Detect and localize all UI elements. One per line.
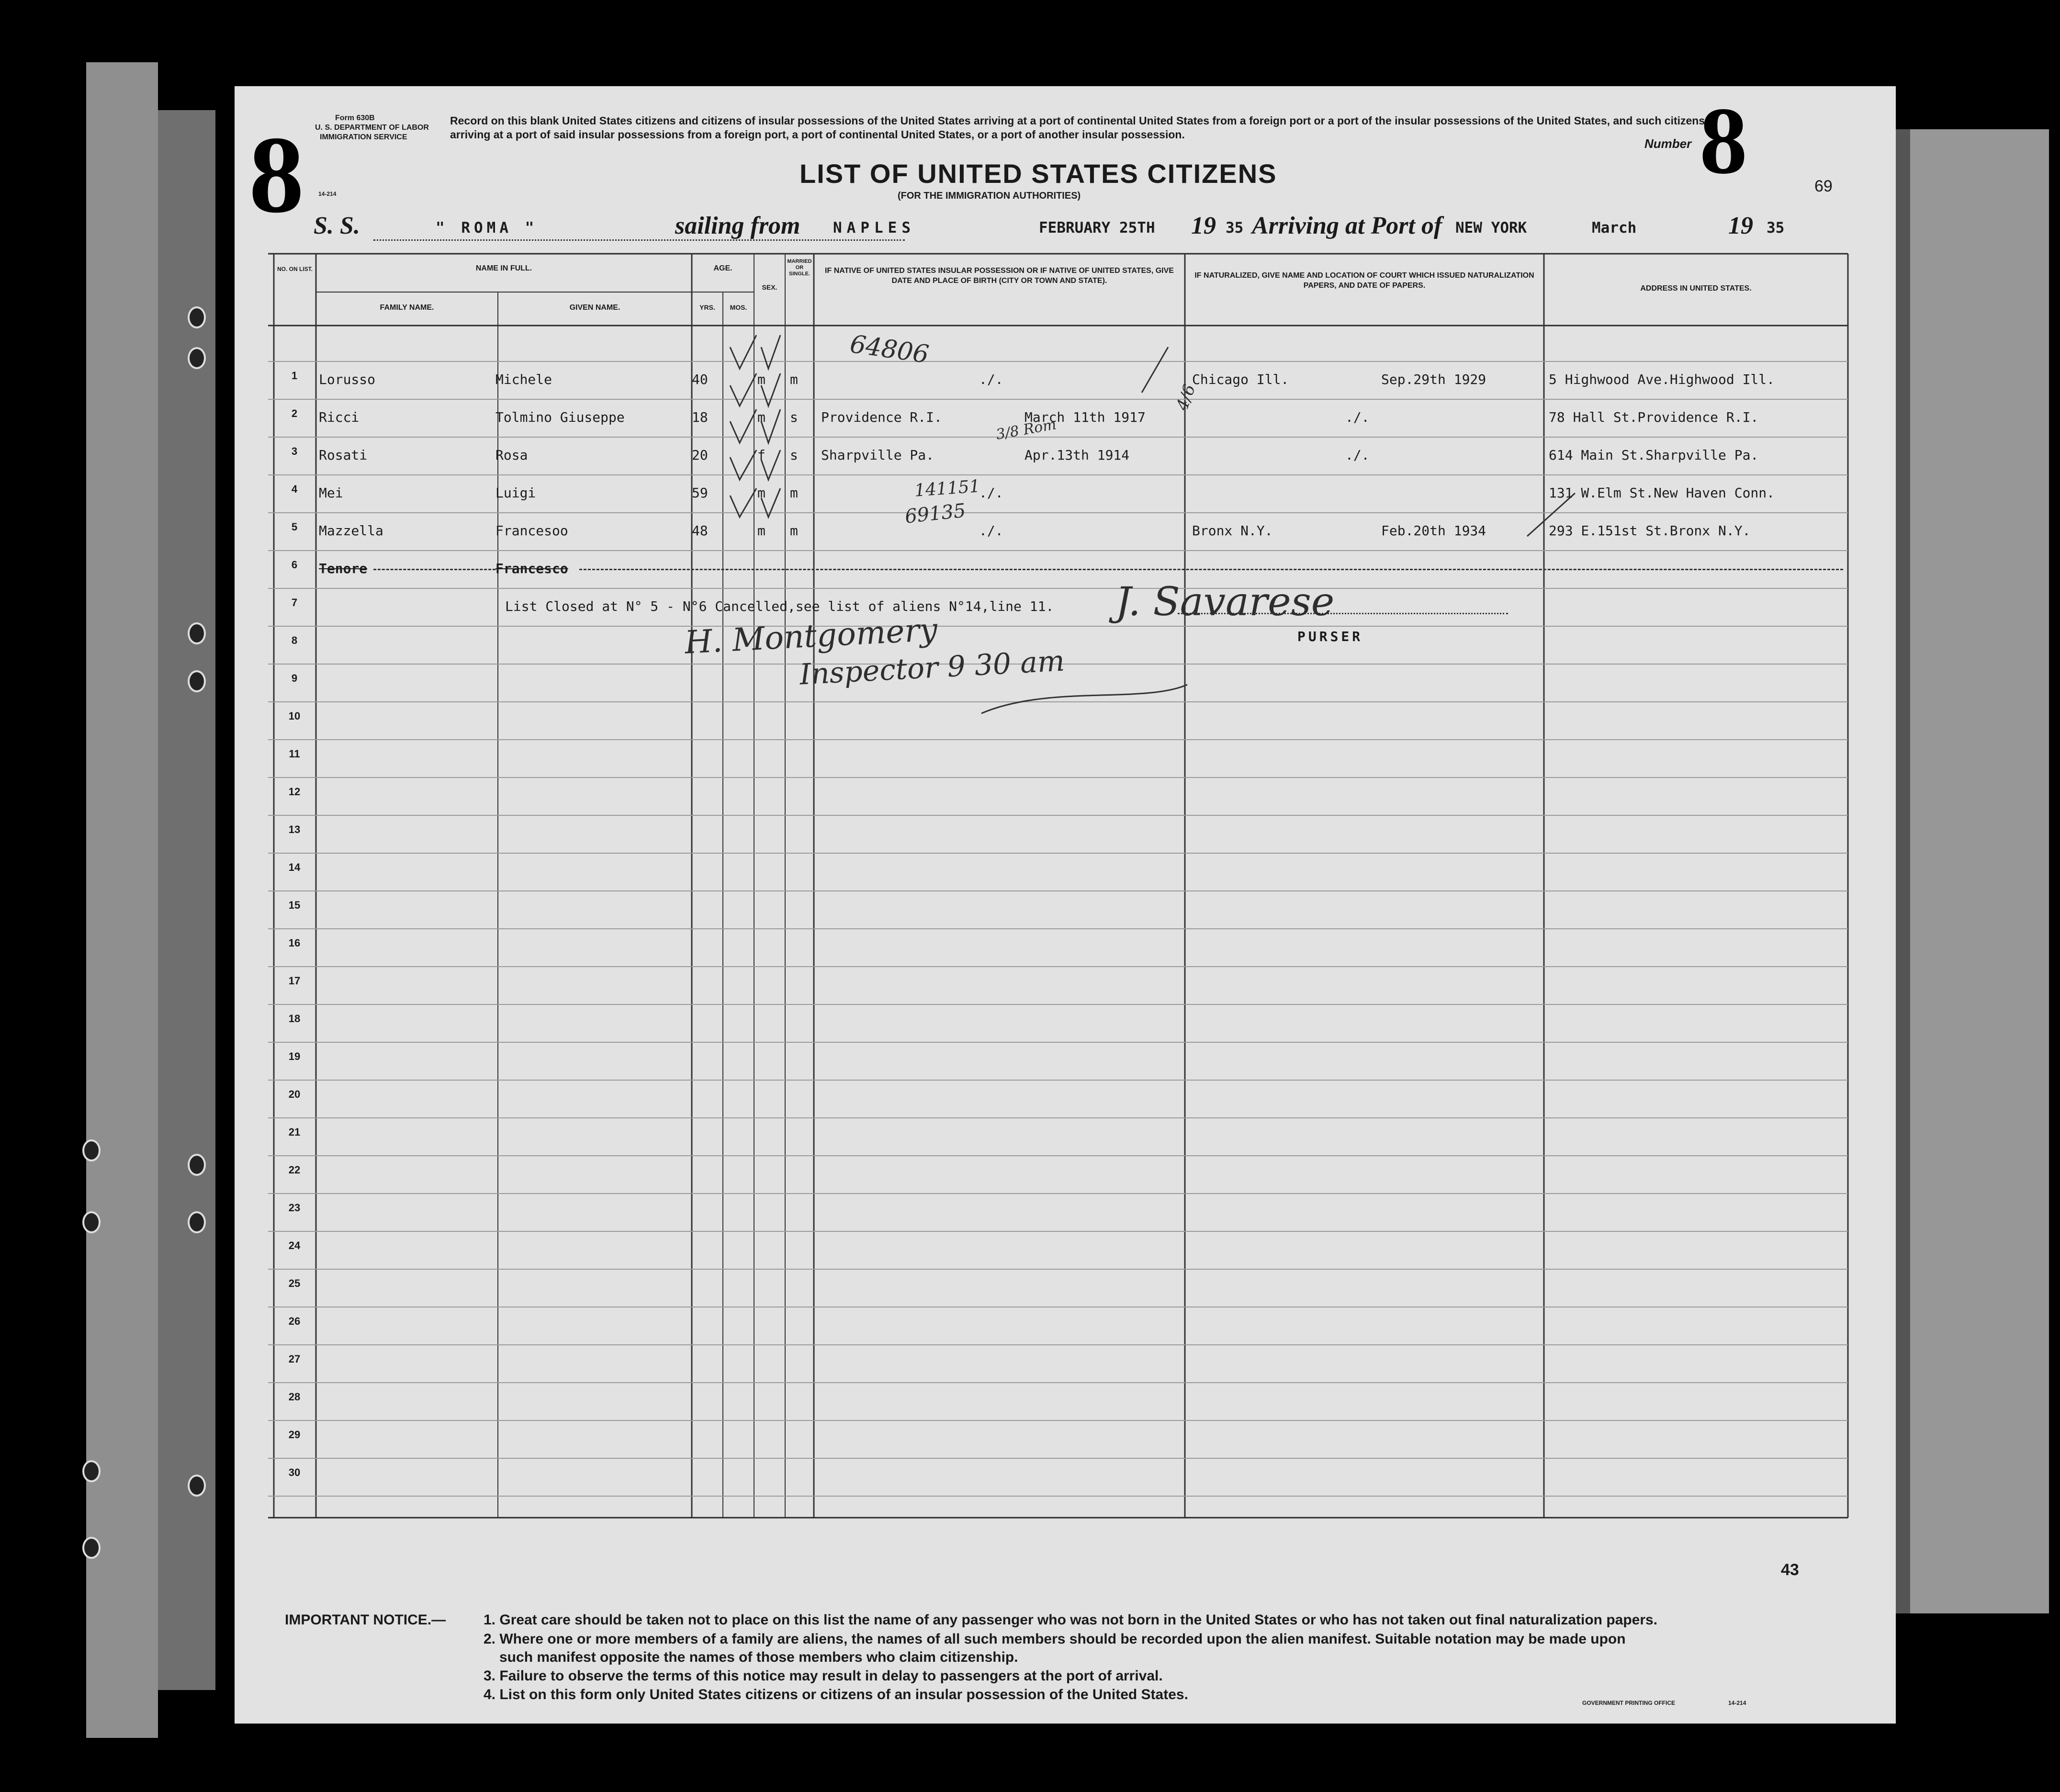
punch-hole [82,1211,101,1233]
notice-item: 3. Failure to observe the terms of this notice may result in delay to passengers at the port of arrival. [484,1668,1163,1684]
marital-cell: m [790,523,798,539]
row-number: 21 [288,1126,301,1138]
age-cell: 59 [692,485,708,501]
row-number: 19 [288,1050,301,1062]
sex-cell: m [757,372,765,387]
birthdate-cell: ./. [979,485,1003,501]
header-given-name: GIVEN NAME. [569,304,620,312]
given-name-cell: Tolmino Giuseppe [495,409,625,425]
header-age: AGE. [713,264,732,272]
header-years: YRS. [699,304,715,311]
age-cell: 20 [692,447,708,463]
departure-date: FEBRUARY 25TH [1039,219,1155,237]
birthdate-cell: ./. [979,372,1003,387]
service-name: IMMIGRATION SERVICE [320,133,407,141]
row-number: 24 [288,1240,301,1251]
page-number: 43 [1781,1561,1799,1579]
row-number: 27 [288,1353,301,1365]
given-name-cell: Rosa [495,447,528,463]
department-name: U. S. DEPARTMENT OF LABOR [315,124,429,132]
header-name-in-full: NAME IN FULL. [475,264,532,272]
list-closed-note: List Closed at N° 5 - N°6 Cancelled,see list of aliens N°14,line 11. [505,598,1054,614]
page-stamp: 69 [1814,177,1833,195]
binder-left-inner [158,110,215,1690]
row-number: 11 [289,748,300,760]
birthplace-cell: Sharpville Pa. [821,447,934,463]
row-number: 3 [291,445,298,457]
given-name-cell: Michele [495,372,552,387]
court-date-cell: ./. [1345,409,1370,425]
row-number: 29 [288,1429,301,1441]
header-sex: SEX. [762,283,777,291]
departure-year-prefix: 19 [1191,212,1216,239]
notice-heading: IMPORTANT NOTICE.— [285,1612,446,1628]
table-grid [235,86,1896,1724]
punch-hole [188,670,206,692]
court-cell: Bronx N.Y. [1192,523,1273,539]
birthdate-cell: Apr.13th 1914 [1024,447,1130,463]
purser-signature: J. Savarese [1115,579,1335,625]
row-number: 7 [291,597,298,609]
arrival-month: March [1592,219,1637,237]
sailing-label: sailing from [675,212,800,239]
court-date-cell: ./. [1345,447,1370,463]
cancelled-family-name: Tenore [319,561,368,576]
punch-hole [82,1537,101,1559]
notice-item: 1. Great care should be taken not to place on this list the name of any passenger who was not born in the United States or who has not taken out final naturalization papers. [484,1612,1658,1628]
cancelled-given-name: Francesco [495,561,568,576]
family-name-cell: Rosati [319,447,368,463]
given-name-cell: Francesoo [495,523,568,539]
row-number: 26 [288,1315,301,1327]
row-number: 16 [288,937,301,949]
handwritten-number: 64806 [848,329,931,370]
arrival-year: 35 [1767,219,1785,237]
row-number: 9 [291,672,298,684]
page-title: LIST OF UNITED STATES CITIZENS [799,158,1277,189]
header-married-single: MARRIED OR SINGLE. [787,259,812,277]
row-number: 28 [288,1391,301,1403]
punch-hole [188,306,206,328]
handwritten-note: 3/8 Rom [994,416,1058,443]
number-label: Number [1644,136,1692,151]
printer-code: 14-214 [1728,1700,1746,1706]
row-number: 12 [288,786,301,798]
family-name-cell: Mei [319,485,343,501]
court-cell: Chicago Ill. [1192,372,1289,387]
age-cell: 18 [692,409,708,425]
address-cell: 78 Hall St.Providence R.I. [1549,409,1759,425]
row-number: 18 [288,1013,301,1025]
handwritten-number: 141151 [913,476,981,501]
notice-item: such manifest opposite the names of those members who claim citizenship. [499,1649,1018,1665]
row-number: 8 [291,634,298,646]
row-number: 2 [291,407,298,419]
handwritten-note: 4/6 [1172,382,1200,413]
arriving-label: Arriving at Port of [1252,212,1442,239]
row-number: 1 [291,370,298,382]
cancel-line [579,569,1843,570]
ship-name: " ROMA " [436,219,538,237]
court-date-cell: Feb.20th 1934 [1381,523,1486,539]
birthdate-cell: March 11th 1917 [1024,409,1146,425]
marital-cell: s [790,447,798,463]
punch-hole [188,347,206,369]
row-number: 30 [288,1466,301,1478]
row-number: 17 [288,975,301,987]
sex-cell: m [757,523,765,539]
address-cell: 293 E.151st St.Bronx N.Y. [1549,523,1751,539]
row-number: 13 [288,823,301,835]
row-number: 25 [288,1277,301,1289]
cancel-line [373,569,495,570]
punch-hole [188,1475,206,1497]
row-number: 14 [288,861,301,873]
departure-year: 35 [1226,219,1244,237]
punch-hole [188,1211,206,1233]
header-naturalized: IF NATURALIZED, GIVE NAME AND LOCATION OF COURT WHICH ISSUED NATURALIZATION PAPERS, AND DATE OF PAPERS. [1194,271,1534,290]
manifest-page [235,86,1896,1724]
list-number: 8 [1700,88,1747,194]
punch-hole [188,1154,206,1176]
arrival-year-prefix: 19 [1728,212,1753,239]
header-months: MOS. [730,304,747,311]
page-subtitle: (FOR THE IMMIGRATION AUTHORITIES) [898,191,1081,201]
age-cell: 48 [692,523,708,539]
binder-right [1910,129,2049,1613]
binder-left [86,62,158,1738]
printer-office: GOVERNMENT PRINTING OFFICE [1582,1700,1676,1706]
header-birthplace: IF NATIVE OF UNITED STATES INSULAR POSSESSION OR IF NATIVE OF UNITED STATES, GIVE DATE AND PLACE OF BIRTH (CITY OR TOWN AND STATE). [825,267,1174,285]
row-number: 20 [288,1088,301,1100]
punch-hole [188,622,206,644]
from-port: NAPLES [833,219,915,237]
row-number: 15 [288,899,301,911]
sex-cell: m [757,409,765,425]
handwritten-number: 69135 [903,499,967,528]
punch-hole [82,1139,101,1161]
form-code: 14-214 [318,191,337,197]
notice-item: 2. Where one or more members of a family are aliens, the names of all such members should be recorded upon the alien manifest. Suitable notation may be made upon [484,1631,1626,1647]
row-number: 10 [288,710,301,722]
row-number: 23 [288,1202,301,1214]
sex-cell: f [757,447,765,463]
sheet-mark: 8 [249,113,304,236]
address-cell: 131 W.Elm St.New Haven Conn. [1549,485,1775,501]
marital-cell: s [790,409,798,425]
header-no-on-list: NO. ON LIST. [277,266,313,272]
family-name-cell: Lorusso [319,372,376,387]
notice-item: 4. List on this form only United States citizens or citizens of an insular possession of the United States. [484,1687,1188,1702]
age-cell: 40 [692,372,708,387]
given-name-cell: Luigi [495,485,536,501]
address-cell: 614 Main St.Sharpville Pa. [1549,447,1759,463]
marital-cell: m [790,485,798,501]
form-number: Form 630B [335,114,375,122]
inspector-note: Inspector 9 30 am [799,644,1066,692]
row-number: 4 [291,483,298,495]
header-family-name: FAMILY NAME. [380,304,434,312]
family-name-cell: Mazzella [319,523,383,539]
header-address: ADDRESS IN UNITED STATES. [1640,284,1752,293]
row-number: 22 [288,1164,301,1176]
form-instruction: Record on this blank United States citizens and citizens of insular possessions of the United States arriving at a port of continental United States from a foreign port or a port of the insular possessions of the United States, and such citizens arriving at a port of said insular possessions from a foreign port, a port of continental United States, or a port of another insular possession. [450,114,1705,141]
birthplace-cell: Providence R.I. [821,409,942,425]
row-number: 5 [291,521,298,533]
address-cell: 5 Highwood Ave.Highwood Ill. [1549,372,1775,387]
ss-label: S. S. [314,212,360,239]
inspector-signature: H. Montgomery [684,611,938,661]
purser-label: PURSER [1297,629,1363,644]
marital-cell: m [790,372,798,387]
court-date-cell: Sep.29th 1929 [1381,372,1486,387]
birthdate-cell: ./. [979,523,1003,539]
arrival-port: NEW YORK [1455,219,1527,237]
punch-hole [82,1460,101,1482]
family-name-cell: Ricci [319,409,360,425]
row-number: 6 [291,559,298,571]
sex-cell: m [757,485,765,501]
